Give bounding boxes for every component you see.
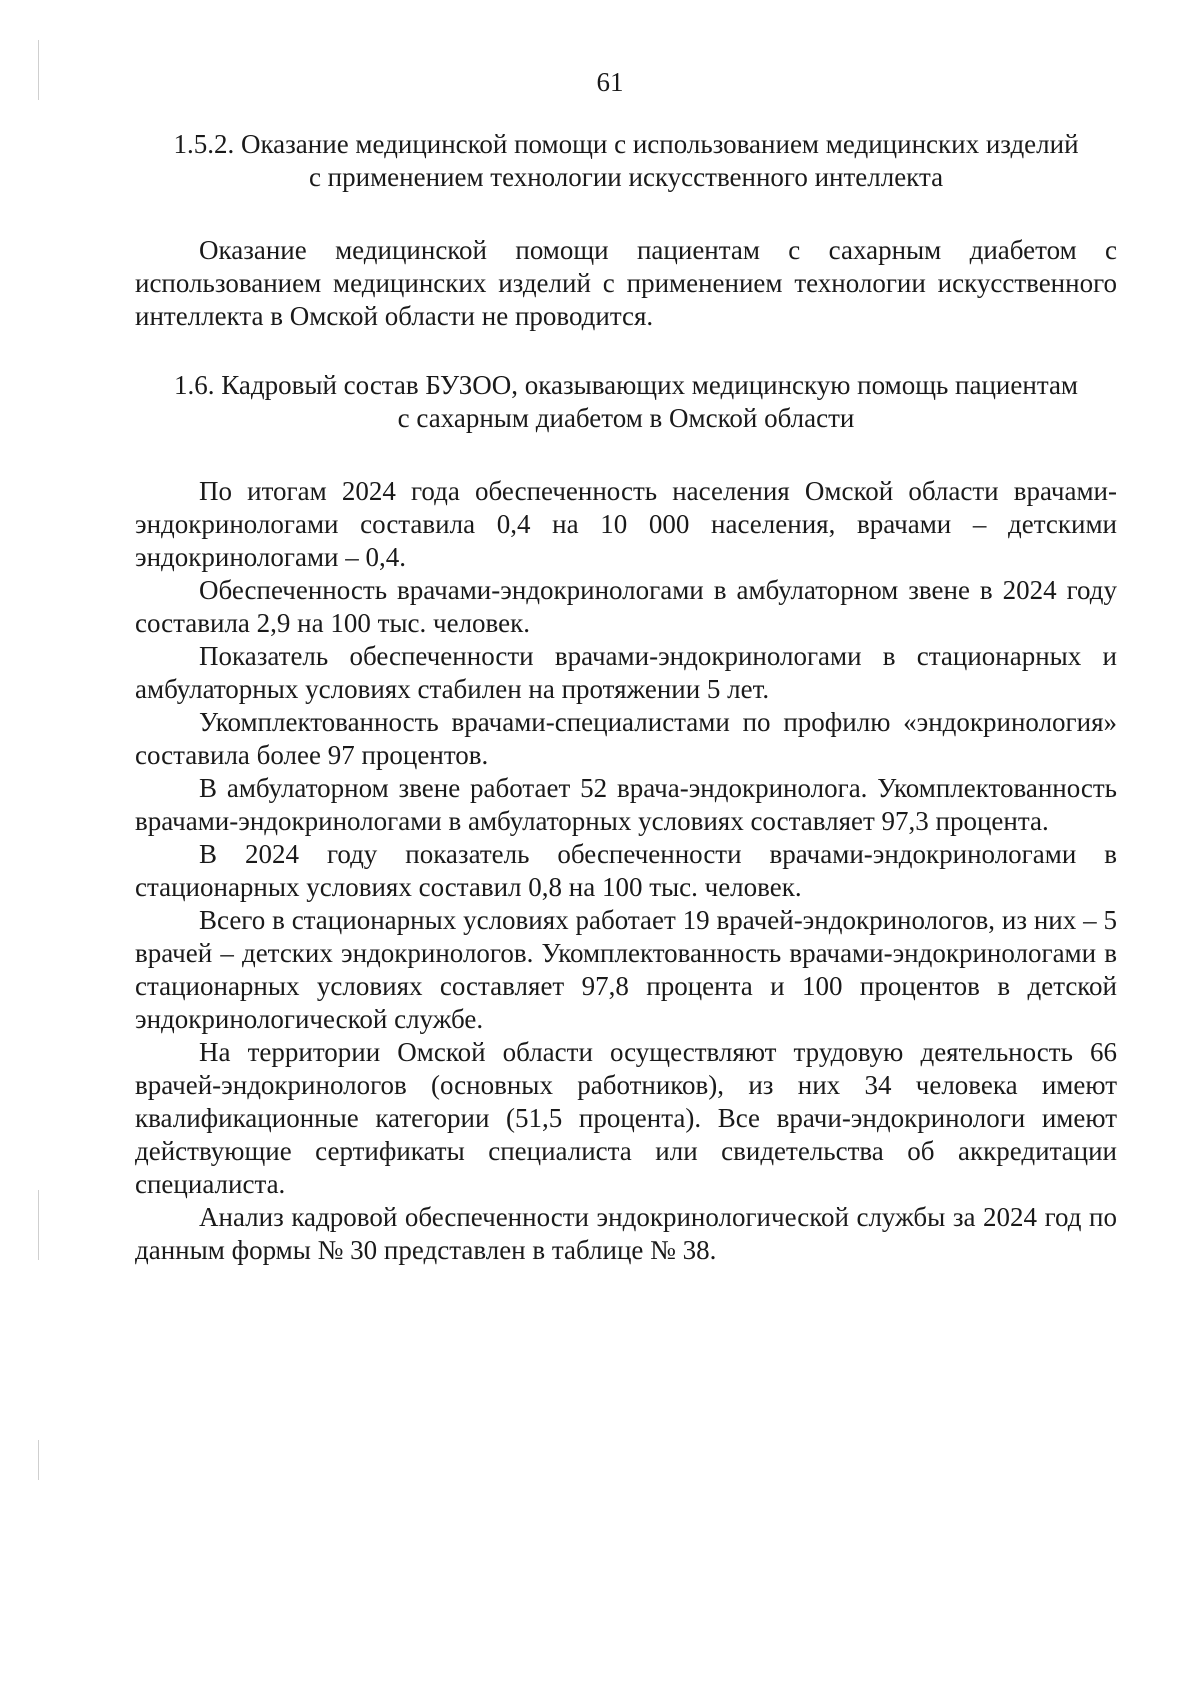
paragraph: Укомплектованность врачами-специалистами по профилю «эндокринология» составила более 97 процентов. (135, 707, 1117, 770)
heading-line: с применением технологии искусственного интеллекта (308, 162, 944, 192)
paragraph: Обеспеченность врачами-эндокринологами в амбулаторном звене в 2024 году составила 2,9 на 100 тыс. человек. (135, 575, 1117, 638)
paragraph: В 2024 году показатель обеспеченности врачами-эндокринологами в стационарных условиях составил 0,8 на 100 тыс. человек. (135, 839, 1117, 902)
scan-edge-mark (38, 1190, 39, 1260)
paragraph: Анализ кадровой обеспеченности эндокринологической службы за 2024 год по данным формы № 30 представлен в таблице № 38. (135, 1202, 1117, 1265)
section-heading-ai-devices (135, 128, 1117, 194)
document-body (135, 128, 1117, 1267)
scan-edge-mark (38, 1440, 39, 1480)
paragraph: Оказание медицинской помощи пациентам с сахарным диабетом с использованием медицинских изделий с применением технологии искусственного интеллекта в Омской области не проводится. (135, 235, 1117, 331)
paragraph: Показатель обеспеченности врачами-эндокринологами в стационарных и амбулаторных условиях стабилен на протяжении 5 лет. (135, 641, 1117, 704)
paragraph: Всего в стационарных условиях работает 19 врачей-эндокринологов, из них – 5 врачей – детских эндокринологов. Укомплектованность врачами-эндокринологами в стационарных условиях составляет 97,8 процента и 100 процентов в детской эндокринологической службе. (135, 905, 1117, 1034)
paragraph: В амбулаторном звене работает 52 врача-эндокринолога. Укомплектованность врачами-эндокринологами в амбулаторных условиях составляет 97,3 процента. (135, 773, 1117, 836)
heading-line: 1.6. Кадровый состав БУЗОО, оказывающих медицинскую помощь пациентам (173, 370, 1079, 400)
paragraph: По итогам 2024 года обеспеченность населения Омской области врачами-эндокринологами составила 0,4 на 10 000 населения, врачами – детскими эндокринологами – 0,4. (135, 476, 1117, 572)
heading-line: с сахарным диабетом в Омской области (397, 403, 855, 433)
heading-line: 1.5.2. Оказание медицинской помощи с использованием медицинских изделий (173, 129, 1079, 159)
paragraph: На территории Омской области осуществляют трудовую деятельность 66 врачей-эндокринологов (основных работников), из них 34 человека имеют квалификационные категории (51,5 процента). Все врачи-эндокринологи имеют действующие сертификаты специалиста или свидетельства об аккредитации специалиста. (135, 1037, 1117, 1199)
page-number: 61 (596, 67, 624, 97)
section-heading-staffing (135, 369, 1117, 435)
